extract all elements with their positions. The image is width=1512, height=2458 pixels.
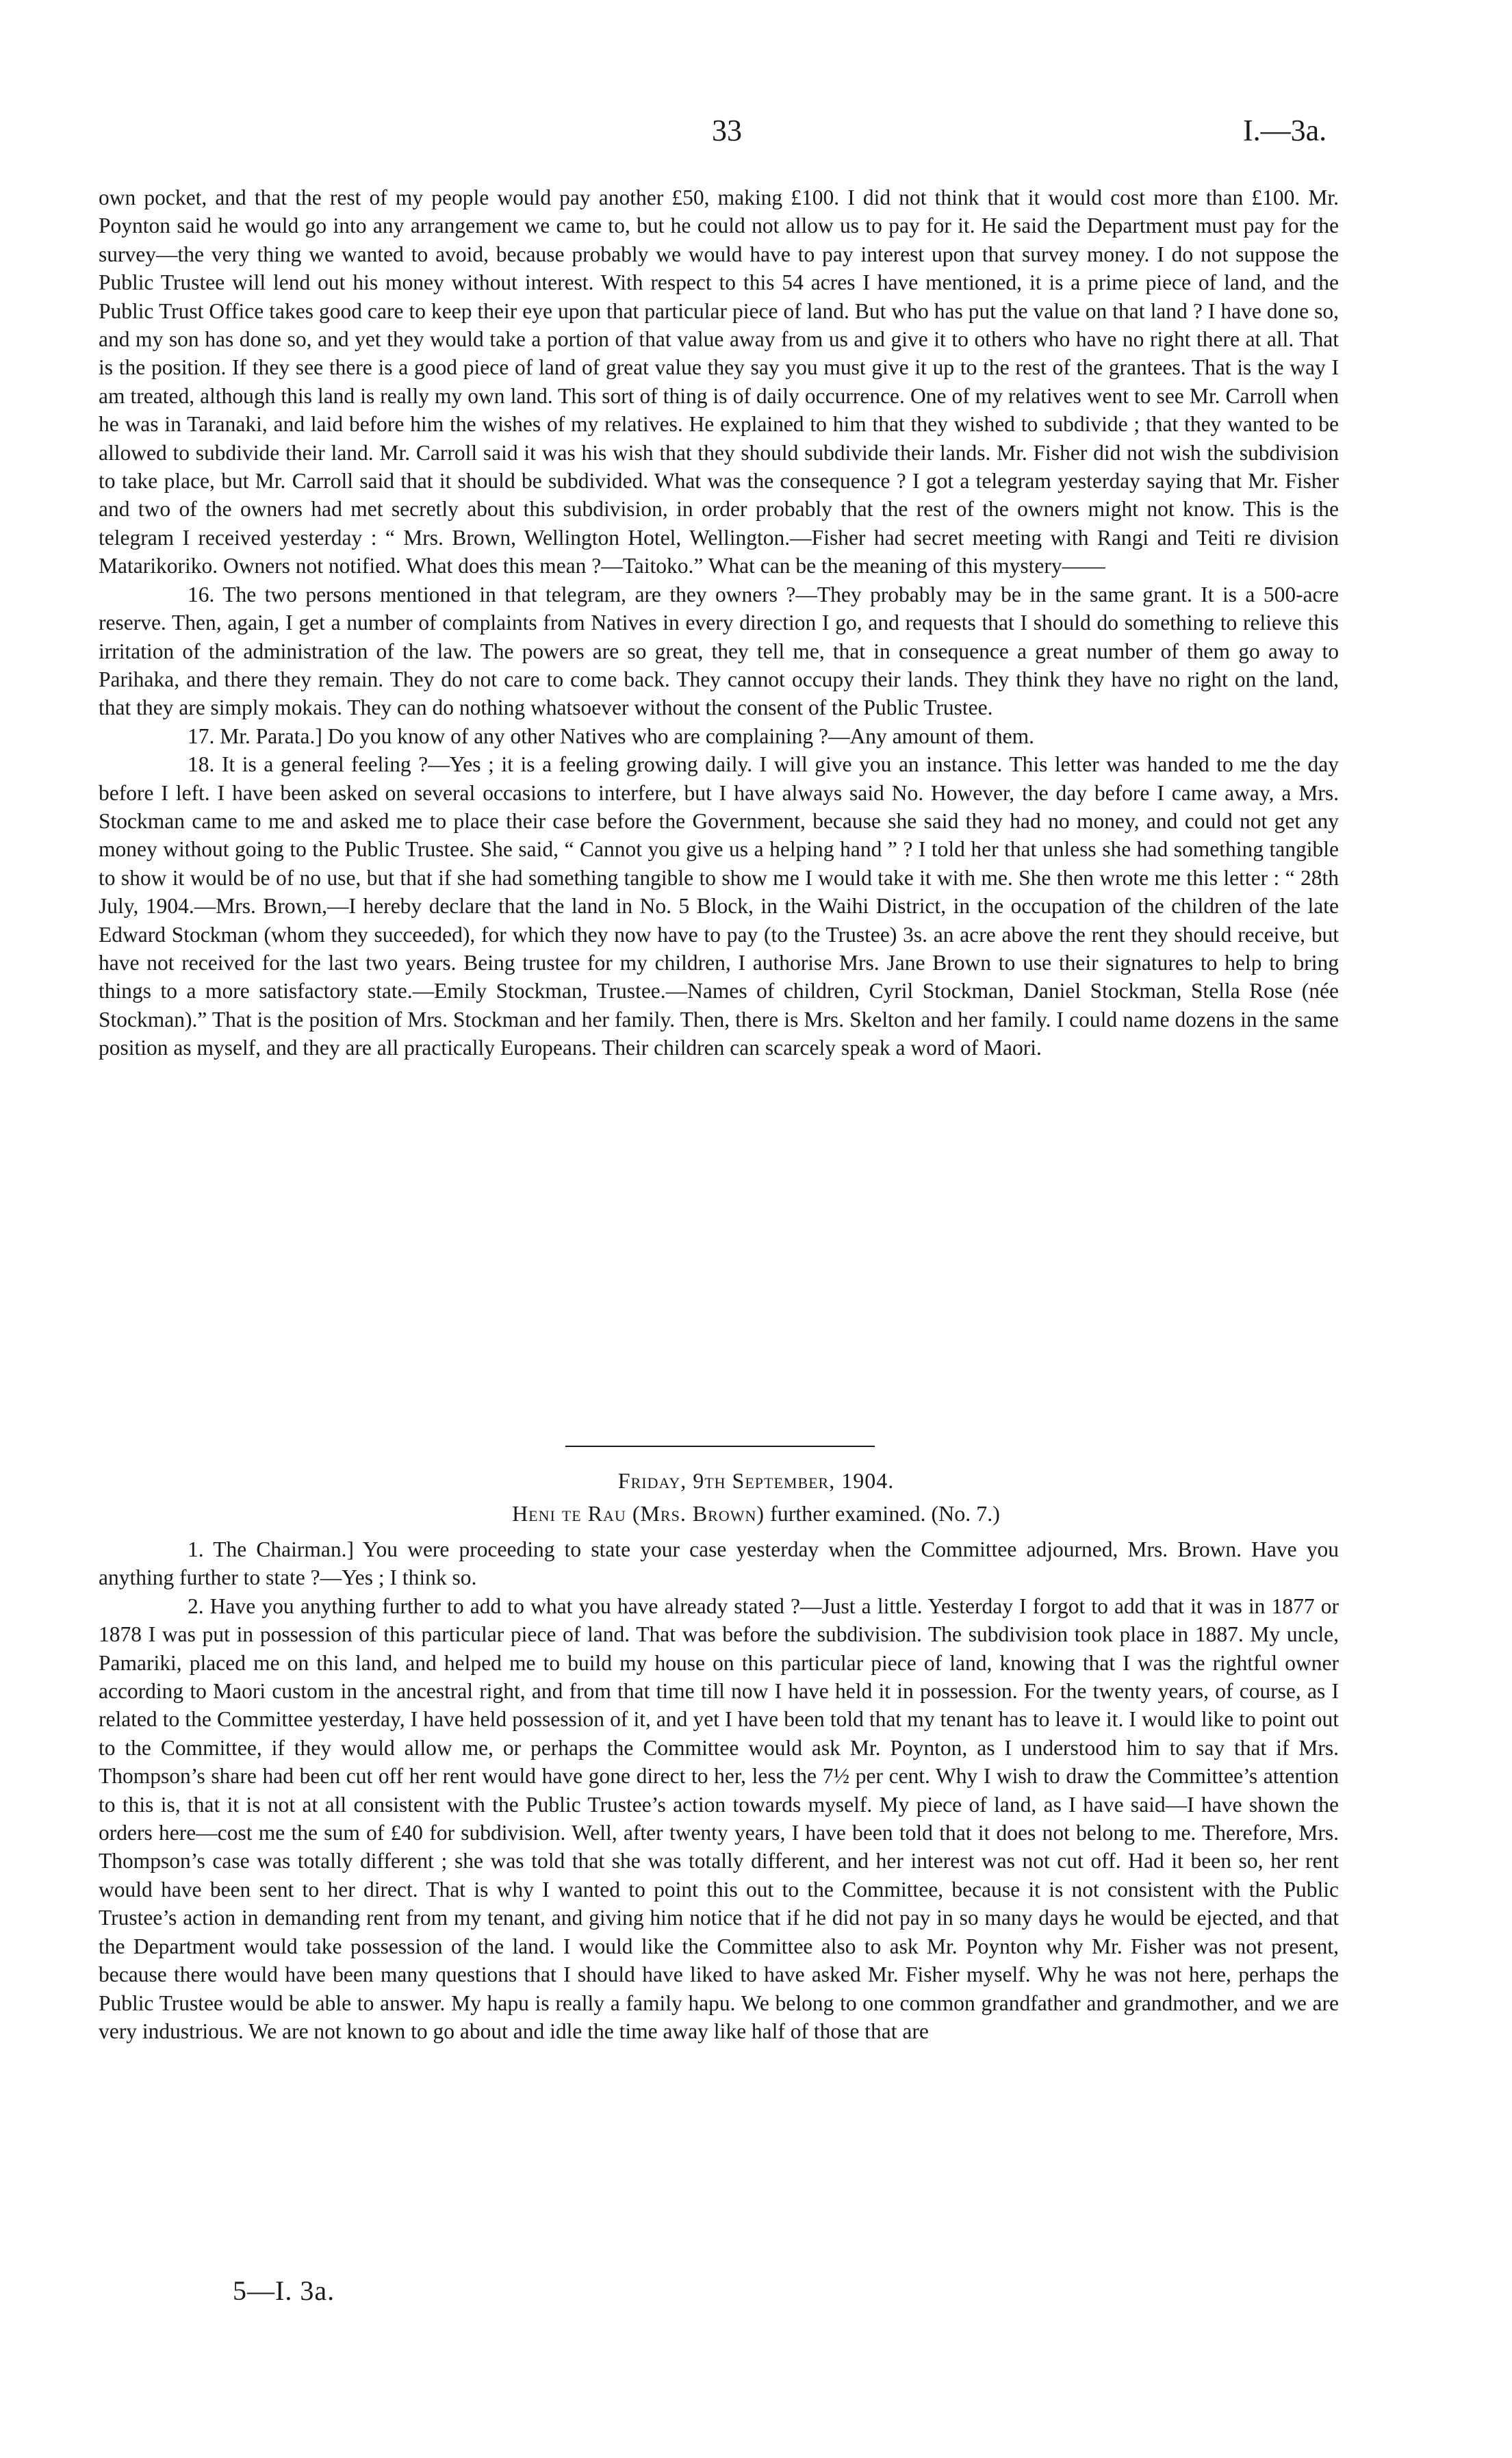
witness-heading <box>0 1501 1512 1526</box>
witness-name: Heni te Rau (Mrs. Brown) <box>512 1501 765 1526</box>
paragraph-16: 16. The two persons mentioned in that telegram, are they owners ?—They probably may be in the same grant. It is a 500-acre reserve. Then, again, I get a number of complaints from Natives in every direction I go, and requests that I should do something to relieve this irritation of the administration of the law. The powers are so great, they tell me, that in consequence a great number of them go away to Parihaka, and there they remain. They do not care to come back. They cannot occupy their lands. They think they have no right on the land, that they are simply mokais. They can do nothing whatsoever without the consent of the Public Trustee. <box>99 582 1339 720</box>
paragraph-18: 18. It is a general feeling ?—Yes ; it is a feeling growing daily. I will give you an instance. This letter was handed to me the day before I left. I have been asked on several occasions to interfere, but I have always said No. However, the day before I came away, a Mrs. Stockman came to me and asked me to place their case before the Government, because she said they had no money, and could not get any money without going to the Public Trustee. She said, “ Cannot you give us a helping hand ” ? I told her that unless she had something tangible to show it would be of no use, but that if she had something tangible to show me I would take it with me. She then wrote me this letter : “ 28th July, 1904.—Mrs. Brown,—I hereby declare that the land in No. 5 Block, in the Waihi District, in the occupation of the children of the late Edward Stockman (whom they succeeded), for which they now have to pay (to the Trustee) 3s. an acre above the rent they should receive, but have not received for the last two years. Being trustee for my children, I authorise Mrs. Jane Brown to use their signatures to help to bring things to a more satisfactory state.—Emily Stockman, Trustee.—Names of children, Cyril Stockman, Daniel Stockman, Stella Rose (née Stockman).” That is the position of Mrs. Stockman and her family. Then, there is Mrs. Skelton and her family. I could name dozens in the same position as myself, and they are all practically Europeans. Their children can scarcely speak a word of Maori. <box>99 752 1339 1060</box>
witness-suffix: further examined. (No. 7.) <box>770 1501 1000 1526</box>
paragraph-continued: own pocket, and that the rest of my people would pay another £50, making £100. I did not think that it would cost more than £100. Mr. Poynton said he would go into any arrangement we came to, but he could not allow us to pay for it. He said the Department must pay for the survey—the very thing we wanted to avoid, because probably we would have to pay interest upon that survey money. I do not suppose the Public Trustee will lend out his money without interest. With respect to this 54 acres I have mentioned, it is a prime piece of land, and the Public Trust Office takes good care to keep their eye upon that particular piece of land. But who has put the value on that land ? I have done so, and my son has done so, and yet they would take a portion of that value away from us and give it to others who have no right there at all. That is the position. If they see there is a good piece of land of great value they say you must give it up to the rest of the grantees. That is the way I am treated, although this land is really my own land. This sort of thing is of daily occurrence. One of my relatives went to see Mr. Carroll when he was in Taranaki, and laid before him the wishes of my relatives. He explained to him that they wished to subdivide ; that they wanted to be allowed to subdivide their land. Mr. Carroll said it was his wish that they should subdivide their lands. Mr. Fisher did not wish the subdivision to take place, but Mr. Carroll said that it should be subdivided. What was the consequence ? I got a telegram yesterday saying that Mr. Fisher and two of the owners had met secretly about this subdivision, in order probably that the rest of the owners might not know. This is the telegram I received yesterday : “ Mrs. Brown, Wellington Hotel, Wellington.—Fisher had secret meeting with Rangi and Teiti re division Matarikoriko. Owners not notified. What does this mean ?—Taitoko.” What can be the meaning of this mystery—— <box>99 185 1339 578</box>
printer-signature: 5—I. 3a. <box>233 2275 335 2306</box>
evidence-text-new <box>99 1535 1339 2045</box>
page-number: 33 <box>712 114 742 147</box>
evidence-text-continued <box>99 183 1339 1062</box>
paragraph-1: 1. The Chairman.] You were proceeding to state your case yesterday when the Committee adjourned, Mrs. Brown. Have you anything further to state ?—Yes ; I think so. <box>99 1537 1339 1590</box>
date-heading: Friday, 9th September, 1904. <box>617 1468 895 1493</box>
paragraph-2: 2. Have you anything further to add to what you have already stated ?—Just a little. Yesterday I forgot to add that it was in 1877 or 1878 I was put in possession of this particular piece of land. That was before the subdivision. The subdivision took place in 1887. My uncle, Pamariki, placed me on this land, and helped me to build my house on this particular piece of land, knowing that I was the rightful owner according to Maori custom in the ancestral right, and from that time till now I have held it in possession. For the twenty years, of course, as I related to the Committee yesterday, I have held possession of it, and yet I have been told that my tenant has to leave it. I would like to point out to the Committee, if they would allow me, or perhaps the Committee would ask Mr. Poynton, as I understood him to say that if Mrs. Thompson’s share had been cut off her rent would have gone direct to her, less the 7½ per cent. Why I wish to draw the Committee’s attention to this is, that it is not at all consistent with the Public Trustee’s action towards myself. My piece of land, as I have said—I have shown the orders here—cost me the sum of £40 for subdivision. Well, after twenty years, I have been told that it does not belong to me. Therefore, Mrs. Thompson’s case was totally different ; she was told that she was totally different, and her interest was not cut off. Had it been so, her rent would have been sent to her direct. That is why I wanted to point this out to the Committee, because it is not consistent with the Public Trustee’s action in demanding rent from my tenant, and giving him notice that if he did not pay in so many days he would be ejected, and that the Department would take possession of the land. I would like the Committee also to ask Mr. Poynton why Mr. Fisher was not present, because there would have been many questions that I should have liked to have asked Mr. Fisher myself. Why he was not here, perhaps the Public Trustee would be able to answer. My hapu is really a family hapu. We belong to one common grandfather and grandmother, and we are very industrious. We are not known to go about and idle the time away like half of those that are <box>99 1593 1339 2043</box>
paragraph-17: 17. Mr. Parata.] Do you know of any other Natives who are complaining ?—Any amount of them. <box>188 724 1034 748</box>
document-reference: I.—3a. <box>1243 114 1327 147</box>
section-divider <box>565 1446 875 1447</box>
